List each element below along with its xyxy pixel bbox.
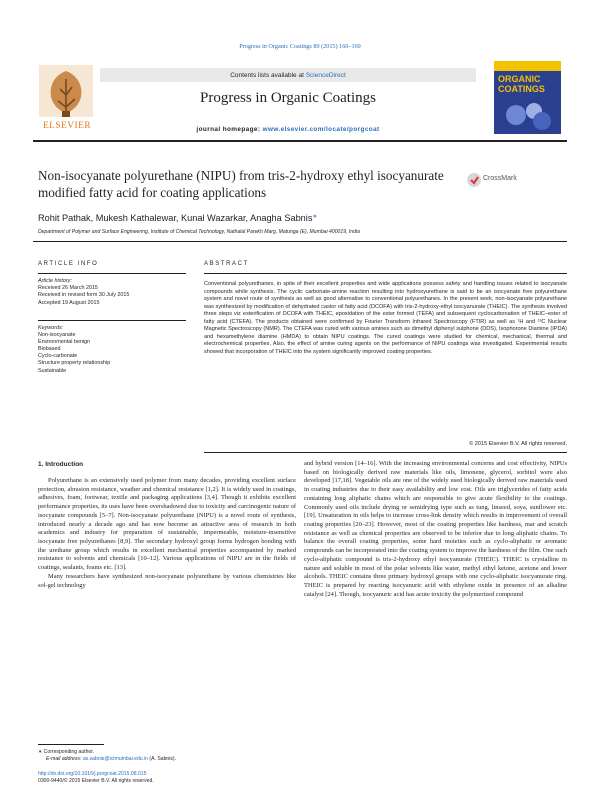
body-column-right: [304, 460, 567, 600]
article-info-heading: ARTICLE INFO: [38, 261, 99, 267]
body-column-left: [38, 477, 296, 590]
abstract-bottom-rule: [204, 452, 567, 453]
affiliation-rule: [33, 241, 567, 242]
body-paragraph: Many researchers have synthesized non-isocyanate polyurethane by various chemistries like sol-gel technology: [38, 572, 296, 589]
abstract-heading: ABSTRACT: [204, 261, 249, 267]
cover-top-band: [494, 61, 561, 71]
cover-title-line1: ORGANIC: [498, 74, 541, 84]
author-list: [38, 213, 478, 223]
homepage-line: [100, 126, 476, 133]
doi-block: [38, 771, 296, 785]
keyword-item: Non-isocyanate: [38, 332, 76, 339]
history-received: Received 26 March 2015: [38, 285, 98, 292]
keyword-item: Structure property relationship: [38, 360, 111, 367]
introduction-heading: 1. Introduction: [38, 461, 84, 468]
keyword-item: Cyclo-carbonate: [38, 353, 78, 360]
corresponding-mark[interactable]: ∗: [312, 214, 318, 220]
footnote-rule: [38, 744, 104, 745]
email-suffix: (A. Sabnis).: [148, 756, 177, 762]
elsevier-wordmark: ELSEVIER: [42, 121, 92, 131]
body-paragraph: Polyurethane is an extensively used polymer from many decades, providing excellent surface protection, abrasion resistance, weather and chemical resistance [1,2]. It is widely used in coatings, adhesives, foam, footwear, textile and packaging applications [3,4]. Though it exhibits excellent performance properties, its uses have been overshadowed due to toxicity and carcinogenic nature of isocyanate compounds [5–7]. Non-isocyanate polyurethane (NIPU) is a novel route of synthesis, introduced nearly a decade ago and has now become an attractive area of research in both academics and industry for preparation of sustainable, impermeable, moisture-insensitive isocyanate free polyurethanes [8,9]. The secondary hydroxyl group forms hydrogen bonding with the urethane group which results in excellent mechanical properties accompanied by marked resistance to solvents and chemicals [10–12]. Various applications of NIPU are in the fields of coatings, sealants, foams etc. [13].: [38, 477, 296, 572]
keywords: [38, 325, 186, 375]
abstract-rule: [204, 273, 567, 274]
body-paragraph: and hybrid version [14–16]. With the increasing environmental concerns and cost effectivity, NIPUs based on biologically derived raw materials like oils, limonene, glycerol, sorbitol were also developed [17,18]. Vegetable oils are one of the widely used biologically derived raw materials used in coating industries due to their easy availability and low cost. Oils are triglycerides of fatty acids containing long aliphatic chains which are responsible to give acute flexibility to the coatings. Commonly used oils include drying or semidrying type such as tung, linseed, soya, sunflower etc. [19]. Unsaturation in oils helps to increase cross-link density which results in improvement of overall coating properties [20–23]. However, most of the coating properties like hardness, mar and scratch resistance as well as chemical properties are observed to be inferior due to long aliphatic chains. To balance the overall coating properties, some hard moieties such as cyclo-aliphatic or aromatic compounds can be incorporated into the coating system to improve the hardness of the film. One such cyclo-aliphatic compound is tris-2-hydroxy ethyl isocyanurate (THEIC). THEIC is crystalline in nature and soluble in most of the polar solvents like water, methyl ethyl ketone, acetone and lower alcohols. THEIC contains three primary hydroxyl groups with one cyclo-aliphatic isocyanurate ring. THEIC is prepared by reacting isocyanuric acid with ethylene oxide in presence of an alkaline catalyst [24]. Though, isocyanuric acid has acute toxicity the polymerized compound: [304, 460, 567, 598]
keyword-item: Environmental benign: [38, 339, 91, 346]
footnotes: [38, 749, 296, 763]
article-info-rule: [38, 273, 186, 274]
abstract-text: Conventional polyurethanes, in spite of their excellent properties and wide applications possess safety and handling issues related to isocyanate compounds while synthesis. The cyclic carbonate-amine reaction resulting into hydroxyurethane is said to be an isocyanate free polyurethane system and novel route of synthesis as well as good alternative to conventional polyurethanes. In the present work, non-isocyanate polyurethane was synthesized by modification of dehydrated castor oil fatty acid (DCOFA) with tris-2-hydroxy-ethyl isocyanurate (THEIC). The synthesis involved three steps viz esterification of DCOFA with THEIC, epoxidation of the ester formed (TEFA) and subsequent cyclocarbonation of THEIC–ester of fatty acid (CTEFA). The products obtained were confirmed by Fourier Transform Infrared Spectroscopy (FTIR) as well as ¹H and ¹³C Nuclear Magnetic Spectroscopy (NMR). The CTEFA was cured with various amines such as dimethyl diphenyl sulphone (DDS), Isophorone Diamine (IPDA) and hexamethylene diamine (HMDA) to obtain NIPU coatings. The cured coatings were studied for chemical, mechanical, thermal and electrochemical properties. Also, the effect of amine curing agents on the performance of NIPU coatings was investigated. Experimental results showed that incorporation of THEIC into the system significantly improved coating properties.: [204, 281, 567, 355]
history-label: Article history:: [38, 278, 72, 284]
homepage-link[interactable]: www.elsevier.com/locate/porgcoat: [262, 126, 380, 133]
cover-title-line2: COATINGS: [498, 84, 545, 94]
keywords-rule: [38, 320, 186, 321]
doi-link[interactable]: http://dx.doi.org/10.1016/j.porgcoat.2015.08.015: [38, 771, 147, 777]
issn-line: 0300-9440/© 2015 Elsevier B.V. All rights reserved.: [38, 778, 154, 784]
journal-title: Progress in Organic Coatings: [200, 90, 376, 106]
cover-title: [498, 74, 557, 94]
keyword-item: Sustainable: [38, 367, 67, 374]
corresponding-author-note: ∗ Corresponding author.: [38, 749, 95, 755]
crossmark-badge[interactable]: [466, 172, 526, 188]
history-accepted: Accepted 19 August 2015: [38, 299, 100, 306]
email-link[interactable]: as.sabnis@ictmumbai.edu.in: [82, 756, 149, 762]
journal-cover: [494, 61, 561, 134]
keyword-item: Biobased: [38, 346, 61, 353]
contents-line: [100, 72, 476, 79]
cover-artwork: [502, 99, 554, 131]
email-label: E-mail address:: [46, 756, 83, 762]
abstract-copyright: © 2015 Elsevier B.V. All rights reserved.: [469, 441, 567, 447]
article-title: Non-isocyanate polyurethane (NIPU) from tris-2-hydroxy ethyl isocyanurate modified fatty acid for coating applications: [38, 168, 444, 200]
header-rule: [33, 140, 567, 142]
journal-reference[interactable]: Progress in Organic Coatings 89 (2015) 160–169: [239, 43, 361, 50]
elsevier-logo: [33, 61, 99, 134]
homepage-prefix: journal homepage:: [196, 126, 263, 133]
keywords-label: Keywords:: [38, 325, 64, 331]
sciencedirect-link[interactable]: ScienceDirect: [305, 72, 346, 79]
affiliation: Department of Polymer and Surface Engineering, Institute of Chemical Technology, Nathalal Parekh Marg, Matunga (E), Mumbai 400019, India: [38, 229, 360, 235]
history-revised: Received in revised form 30 July 2015: [38, 292, 130, 299]
crossmark-label: CrossMark: [483, 175, 517, 182]
authors-text: Rohit Pathak, Mukesh Kathalewar, Kunal Wazarkar, Anagha Sabnis: [38, 213, 313, 223]
article-history: [38, 278, 186, 307]
contents-prefix: Contents lists available at: [230, 72, 306, 79]
